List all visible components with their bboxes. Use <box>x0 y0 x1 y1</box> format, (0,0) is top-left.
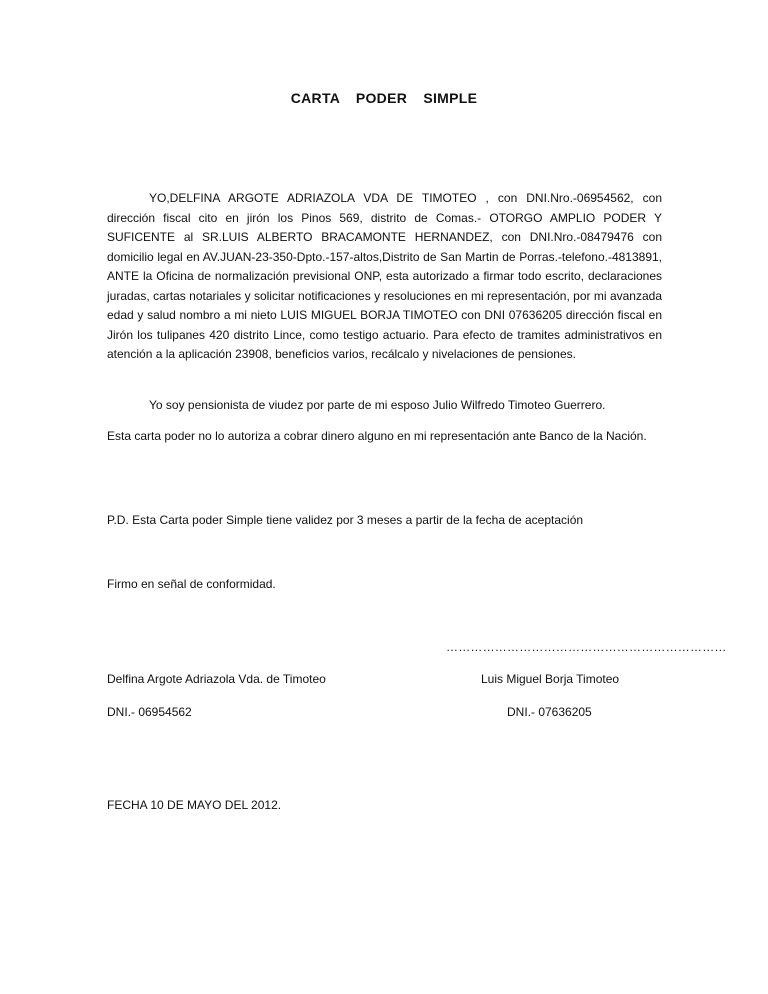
firmo-text: Firmo en señal de conformidad. <box>107 577 276 591</box>
viudez-paragraph: Yo soy pensionista de viudez por parte de mi esposo Julio Wilfredo Timoteo Guerrero. <box>149 398 606 412</box>
document-title: CARTA PODER SIMPLE <box>290 90 478 106</box>
date-line: FECHA 10 DE MAYO DEL 2012. <box>107 798 282 812</box>
pd-note: P.D. Esta Carta poder Simple tiene validez por 3 meses a partir de la fecha de aceptación <box>107 513 584 527</box>
signature-line: …………………………………………………………… <box>446 640 727 654</box>
signer-right-name: Luis Miguel Borja Timoteo <box>481 672 620 686</box>
signer-left-dni: DNI.- 06954562 <box>107 705 192 719</box>
signer-left-name: Delfina Argote Adriazola Vda. de Timoteo <box>107 672 326 686</box>
signer-right-dni: DNI.- 07636205 <box>507 705 592 719</box>
main-paragraph: YO,DELFINA ARGOTE ADRIAZOLA VDA DE TIMOTEO , con DNI.Nro.-06954562, con dirección fiscal cito en jirón los Pinos 569, distrito de Comas.- OTORGO AMPLIO PODER Y SUFICENTE al SR.LUIS ALBERTO BRACAMONTE HERNANDEZ, con DNI.Nro.-08479476 con domicilio legal en AV.JUAN-23-350-Dpto.-157-altos,Distrito de San Martin de Porras.-telefono.-4813891, ANTE la Oficina de normalización previsional ONP, esta autorizado a firmar todo escrito, declaraciones juradas, cartas notariales y solicitar notificaciones y resoluciones en mi representación, por mi avanzada edad y salud nombro a mi nieto LUIS MIGUEL BORJA TIMOTEO con DNI 07636205 dirección fiscal en Jirón los tulipanes 420 distrito Lince, como testigo actuario. Para efecto de tramites administrativos en atención a la aplicación 23908, beneficios varios, recálcalo y nivelaciones de pensiones. <box>107 191 662 361</box>
banco-paragraph: Esta carta poder no lo autoriza a cobrar dinero alguno en mi representación ante Banco de la Nación. <box>107 429 647 443</box>
